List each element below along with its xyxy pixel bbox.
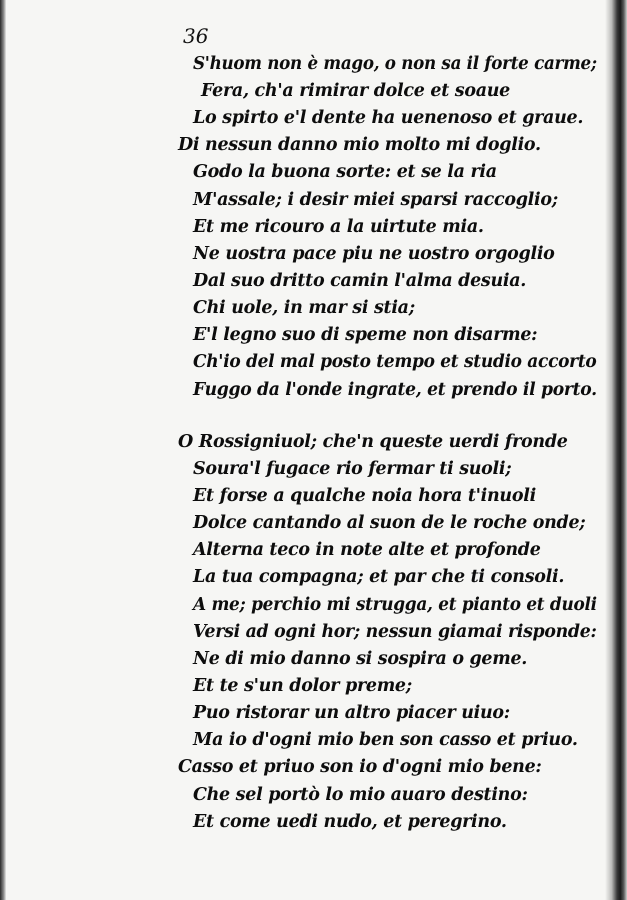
verse-line: Fuggo da l'onde ingrate, et prendo il porto. — [193, 380, 597, 400]
verse-line: O Rossigniuol; che'n queste uerdi fronde — [178, 432, 568, 452]
verse-line: Et te s'un dolor preme; — [193, 676, 412, 696]
verse-line: E'l legno suo di speme non disarme: — [193, 325, 538, 345]
verse-line: Ne uostra pace piu ne uostro orgoglio — [193, 244, 555, 264]
verse-line: La tua compagna; et par che ti consoli. — [193, 567, 565, 587]
verse-line: A me; perchio mi strugga, et pianto et duoli — [193, 595, 597, 615]
verse-line: S'huom non è mago, o non sa il forte carme; — [193, 54, 597, 74]
verse-line: Dolce cantando al suon de le roche onde; — [193, 513, 586, 533]
verse-line: Ch'io del mal posto tempo et studio accorto — [193, 352, 597, 372]
verse-line: Alterna teco in note alte et profonde — [193, 540, 541, 560]
verse-line: Ne di mio danno si sospira o geme. — [193, 649, 528, 669]
page-binding-shadow — [605, 0, 627, 900]
verse-line: Et come uedi nudo, et peregrino. — [193, 812, 507, 832]
page-edge-left — [0, 0, 6, 900]
verse-line: Dal suo dritto camin l'alma desuia. — [193, 271, 527, 291]
verse-line: Di nessun danno mio molto mi doglio. — [178, 135, 541, 155]
verse-line: Chi uole, in mar si stia; — [193, 298, 415, 318]
verse-line: Fera, ch'a rimirar dolce et soaue — [201, 81, 510, 101]
verse-line: Versi ad ogni hor; nessun giamai risponde: — [193, 622, 597, 642]
verse-line: Godo la buona sorte: et se la ria — [193, 162, 497, 182]
verse-line: Lo spirto e'l dente ha uenenoso et graue. — [193, 108, 584, 128]
verse-line: Casso et priuo son io d'ogni mio bene: — [178, 757, 542, 777]
verse-line: Che sel portò lo mio auaro destino: — [193, 785, 528, 805]
verse-line: Puo ristorar un altro piacer uiuo: — [193, 703, 510, 723]
verse-line: M'assale; i desir miei sparsi raccoglio; — [193, 190, 558, 210]
verse-line: Et forse a qualche noia hora t'inuoli — [193, 486, 536, 506]
verse-line: Ma io d'ogni mio ben son casso et priuo. — [193, 730, 578, 750]
verse-line: Et me ricouro a la uirtute mia. — [193, 217, 484, 237]
page-number: 36 — [183, 24, 209, 48]
verse-line: Soura'l fugace rio fermar ti suoli; — [193, 459, 512, 479]
